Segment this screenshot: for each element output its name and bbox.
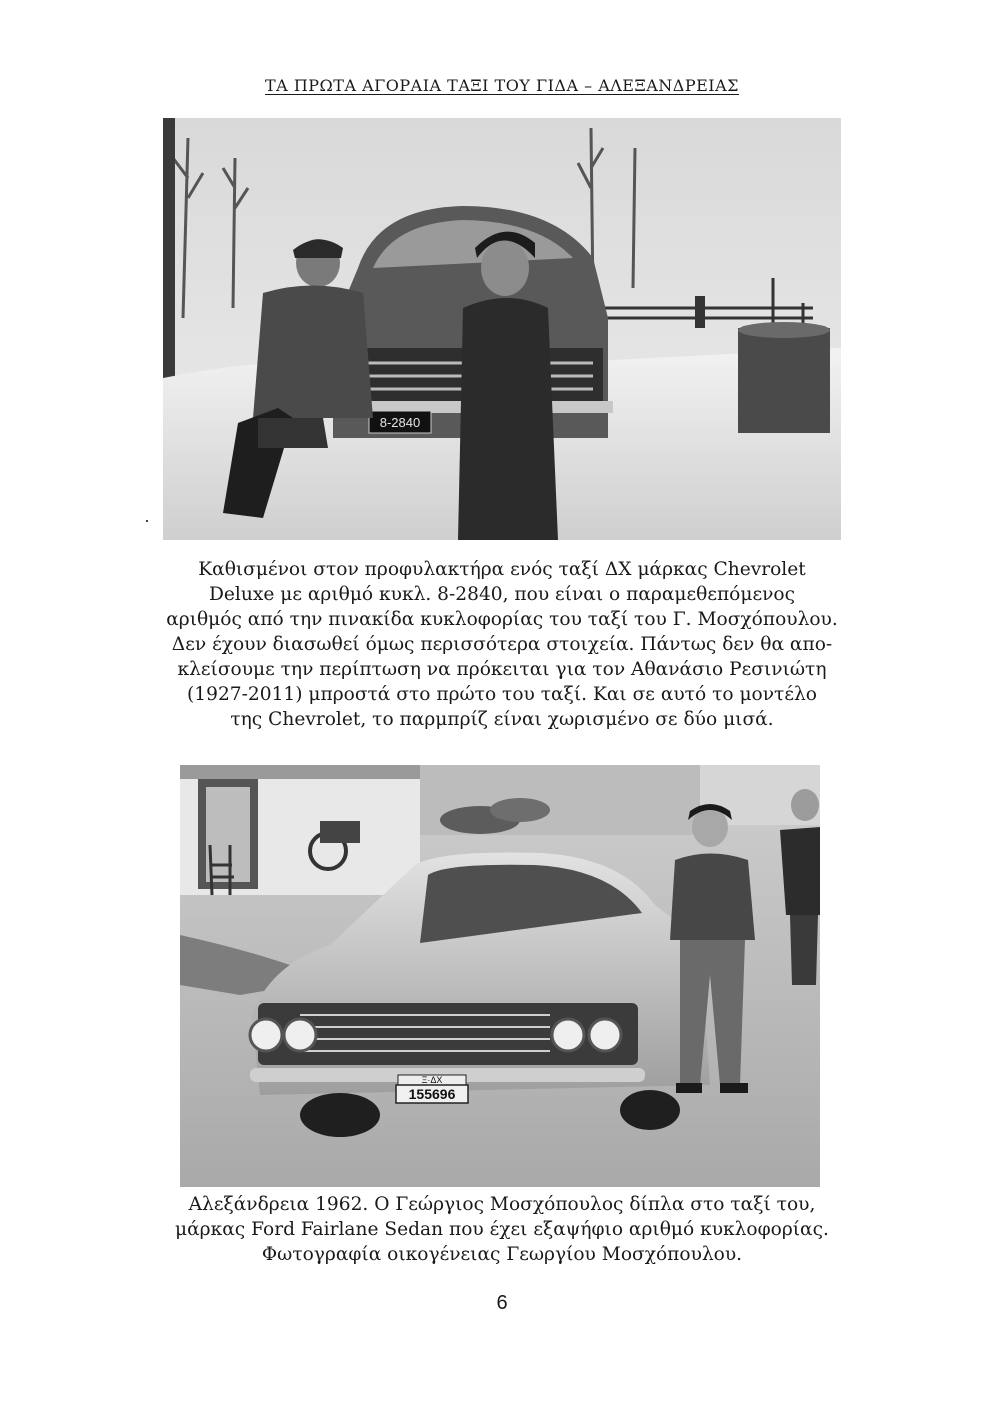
caption-line: Δεν έχουν διασωθεί όμως περισσότερα στοιχεία. Πάντως δεν θα απο- xyxy=(171,634,833,655)
caption-photo-2 xyxy=(110,1192,894,1267)
caption-line: μάρκας Ford Fairlane Sedan που έχει εξαψήφιο αριθμό κυκλοφορίας. xyxy=(175,1219,829,1240)
caption-line: Φωτογραφία οικογένειας Γεωργίου Μοσχόπουλου. xyxy=(261,1244,743,1265)
speck xyxy=(146,520,148,522)
running-header xyxy=(0,76,1004,95)
caption-line: της Chevrolet, το παρμπρίζ είναι χωρισμένο σε δύο μισά. xyxy=(230,709,774,730)
caption-photo-1 xyxy=(110,557,894,732)
caption-line: Καθισμένοι στον προφυλακτήρα ενός ταξί ΔΧ μάρκας Chevrolet xyxy=(198,559,806,580)
ford-plate: 155696 xyxy=(408,1086,456,1102)
caption-line: (1927-2011) μπροστά στο πρώτο του ταξί. Και σε αυτό το μοντέλο xyxy=(187,684,817,705)
page-number: 6 xyxy=(496,1292,508,1314)
caption-line: αριθμός από την πινακίδα κυκλοφορίας του ταξί του Γ. Μοσχόπουλου. xyxy=(166,609,838,630)
running-header-title: ΤΑ ΠΡΩΤΑ ΑΓΟΡΑΙΑ ΤΑΞΙ ΤΟΥ ΓΙΔΑ – ΑΛΕΞΑΝΔΡΕΙΑΣ xyxy=(265,76,739,95)
caption-line: Αλεξάνδρεια 1962. Ο Γεώργιος Μοσχόπουλος δίπλα στο ταξί του, xyxy=(188,1194,816,1215)
caption-line: Deluxe με αριθμό κυκλ. 8-2840, που είναι ο παραμεθεπόμενος xyxy=(209,584,795,605)
photo-ford-fairlane-taxi xyxy=(180,765,820,1187)
caption-line: κλείσουμε την περίπτωση να πρόκειται για τον Αθανάσιο Ρεσινιώτη xyxy=(177,659,827,680)
ford-plate-top: Ξ·ΔΧ xyxy=(421,1075,443,1085)
chevrolet-plate: 8-2840 xyxy=(379,415,421,430)
photo-chevrolet-taxi xyxy=(163,118,841,540)
